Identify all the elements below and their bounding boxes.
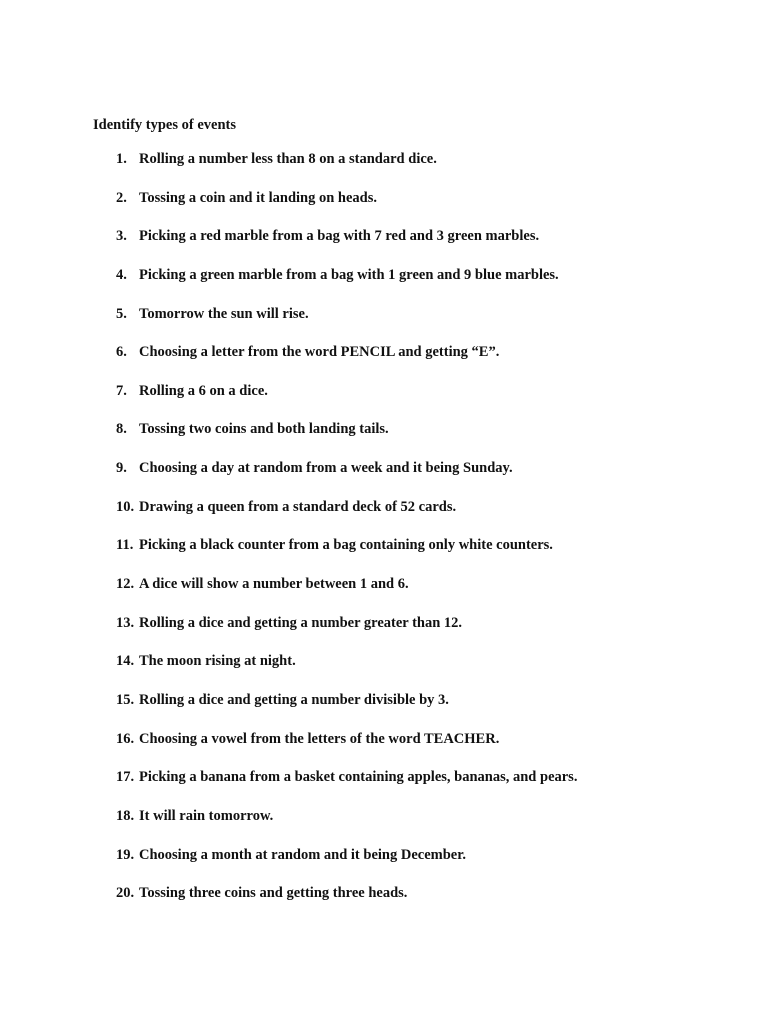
item-text: Tossing two coins and both landing tails. [139, 421, 389, 438]
item-number: 14. [116, 653, 135, 670]
list-item [116, 691, 577, 730]
item-number: 20. [116, 885, 135, 902]
list-item [116, 846, 577, 885]
item-number: 3. [116, 228, 127, 245]
item-number: 19. [116, 846, 135, 863]
item-text: Picking a red marble from a bag with 7 red and 3 green marbles. [139, 228, 540, 245]
item-text: Choosing a letter from the word PENCIL and getting “E”. [139, 344, 500, 361]
item-text: Rolling a dice and getting a number greater than 12. [139, 614, 463, 631]
item-text: Tossing a coin and it landing on heads. [139, 189, 378, 206]
item-text: Drawing a queen from a standard deck of 52 cards. [139, 498, 457, 515]
list-item [116, 498, 577, 537]
list-item [116, 189, 577, 228]
list-item [116, 266, 577, 305]
item-text: It will rain tomorrow. [139, 807, 274, 824]
list-item [116, 884, 577, 923]
item-number: 10. [116, 498, 135, 515]
item-text: Picking a green marble from a bag with 1 green and 9 blue marbles. [139, 266, 559, 283]
list-item [116, 652, 577, 691]
list-item [116, 305, 577, 344]
item-text: The moon rising at night. [139, 653, 296, 670]
list-item [116, 768, 577, 807]
item-number: 12. [116, 576, 135, 593]
item-text: Choosing a month at random and it being December. [139, 846, 466, 863]
item-number: 5. [116, 305, 127, 322]
list-item [116, 382, 577, 421]
item-text: Tossing three coins and getting three heads. [139, 885, 408, 902]
list-item [116, 459, 577, 498]
item-number: 7. [116, 382, 127, 399]
item-number: 1. [116, 151, 127, 167]
item-text: Choosing a day at random from a week and it being Sunday. [139, 460, 513, 477]
item-number: 9. [116, 460, 127, 477]
item-text: Rolling a dice and getting a number divisible by 3. [139, 691, 449, 708]
item-number: 16. [116, 730, 135, 747]
item-number: 13. [116, 614, 135, 631]
item-number: 17. [116, 769, 135, 786]
item-text: Choosing a vowel from the letters of the word TEACHER. [139, 730, 500, 747]
list-item [116, 730, 577, 769]
item-number: 2. [116, 189, 127, 206]
item-text: Rolling a 6 on a dice. [139, 382, 268, 399]
list-item [116, 150, 577, 189]
item-number: 15. [116, 691, 135, 708]
list-item [116, 420, 577, 459]
item-text: Tomorrow the sun will rise. [139, 305, 309, 322]
item-text: Picking a banana from a basket containing apples, bananas, and pears. [139, 769, 578, 786]
document-title: Identify types of events [93, 117, 236, 133]
list-item [116, 807, 577, 846]
list-item [116, 536, 577, 575]
item-number: 11. [116, 537, 134, 554]
item-text: Rolling a number less than 8 on a standard dice. [139, 151, 437, 167]
event-list [116, 150, 577, 923]
item-text: Picking a black counter from a bag containing only white counters. [139, 537, 553, 554]
list-item [116, 575, 577, 614]
list-item [116, 343, 577, 382]
item-number: 18. [116, 807, 135, 824]
item-text: A dice will show a number between 1 and 6. [139, 576, 409, 593]
item-number: 4. [116, 266, 127, 283]
item-number: 8. [116, 421, 127, 438]
list-item [116, 227, 577, 266]
list-item [116, 614, 577, 653]
item-number: 6. [116, 344, 127, 361]
